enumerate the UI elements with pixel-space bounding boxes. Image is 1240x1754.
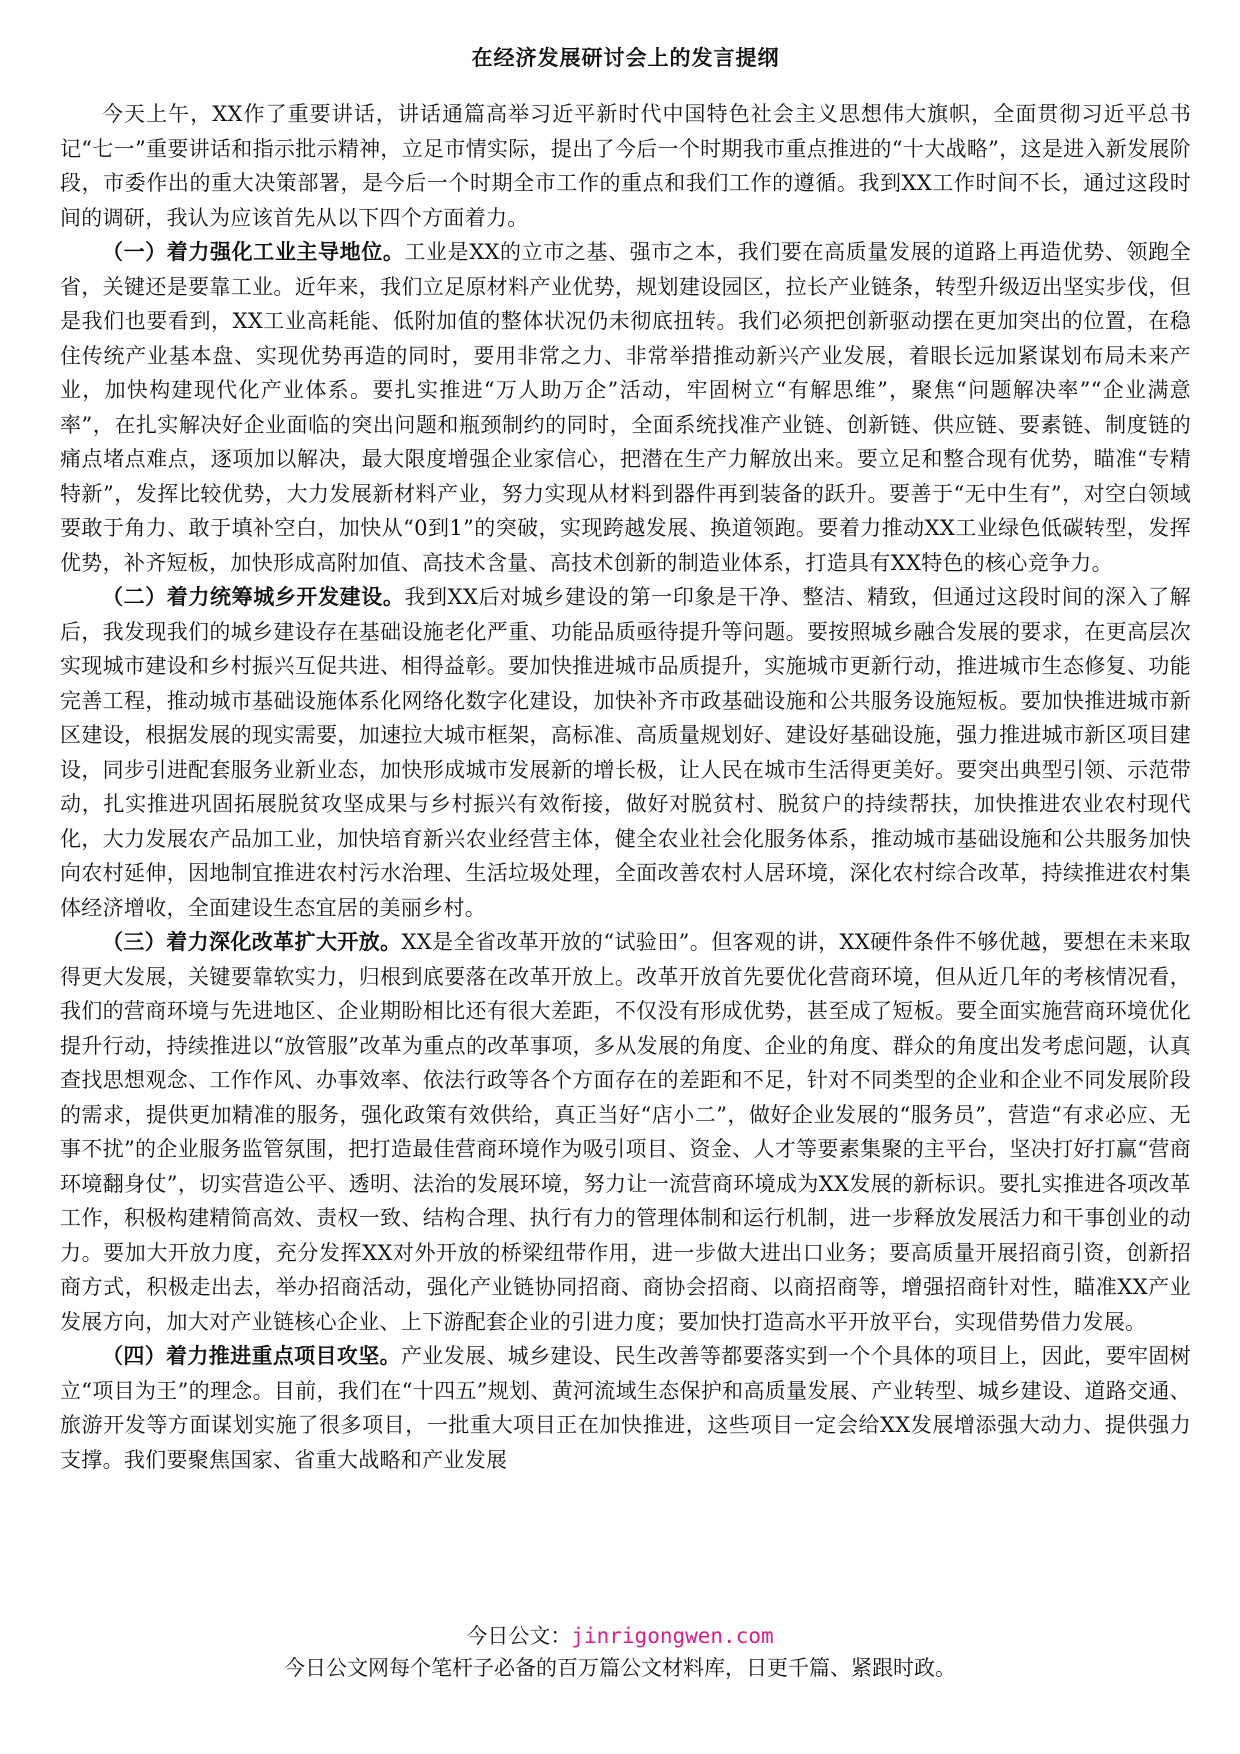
section-1-paragraph — [60, 235, 1191, 580]
footer-label: 今日公文： — [466, 1624, 572, 1648]
section-2-text: 我到XX后对城乡建设的第一印象是干净、整洁、精致，但通过这段时间的深入了解后，我发现我们的城乡建设存在基础设施老化严重、功能品质亟待提升等问题。要按照城乡融合发展的要求，在更高层次实现城市建设和乡村振兴互促共进、相得益彰。要加快推进城市品质提升，实施城市更新行动，推进城市生态修复、功能完善工程，推动城市基础设施体系化网络化数字化建设，加快补齐市政基础设施和公共服务设施短板。要加快推进城市新区建设，根据发展的现实需要，加速拉大城市框架，高标准、高质量规划好、建设好基础设施，强力推进城市新区项目建设，同步引进配套服务业新业态，加快形成城市发展新的增长极，让人民在城市生活得更美好。要突出典型引领、示范带动，扎实推进巩固拓展脱贫攻坚成果与乡村振兴有效衔接，做好对脱贫村、脱贫户的持续帮扶，加快推进农业农村现代化，大力发展农产品加工业，加快培育新兴农业经营主体，健全农业社会化服务体系，推动城市基础设施和公共服务加快向农村延伸，因地制宜推进农村污水治理、生活垃圾处理，全面改善农村人居环境，深化农村综合改革，持续推进农村集体经济增收，全面建设生态宜居的美丽乡村。 — [60, 585, 1192, 920]
section-1-heading: （一）着力强化工业主导地位。 — [102, 239, 405, 265]
document-title: 在经济发展研讨会上的发言提纲 — [471, 45, 780, 70]
section-1-text: 工业是XX的立市之基、强市之本，我们要在高质量发展的道路上再造优势、领跑全省，关键还是要靠工业。近年来，我们立足原材料产业优势，规划建设园区，拉长产业链条，转型升级迈出坚实步伐，但是我们也要看到，XX工业高耗能、低附加值的整体状况仍未彻底扭转。我们必须把创新驱动摆在更加突出的位置，在稳住传统产业基本盘、实现优势再造的同时，要用非常之力、非常举措推动新兴产业发展，着眼长远加紧谋划布局未来产业，加快构建现代化产业体系。要扎实推进“万人助万企”活动，牢固树立“有解思维”，聚焦“问题解决率”“企业满意率”，在扎实解决好企业面临的突出问题和瓶颈制约的同时，全面系统找准产业链、创新链、供应链、要素链、制度链的痛点堵点难点，逐项加以解决，最大限度增强企业家信心，把潜在生产力解放出来。要立足和整合现有优势，瞄准“专精特新”，发挥比较优势，大力发展新材料产业，努力实现从材料到器件再到装备的跃升。要善于“无中生有”，对空白领域要敢于角力、敢于填补空白，加快从“0到1”的突破，实现跨越发展、换道领跑。要着力推动XX工业绿色低碳转型，发挥优势，补齐短板，加快形成高附加值、高技术含量、高技术创新的制造业体系，打造具有XX特色的核心竞争力。 — [60, 240, 1192, 575]
footer-slogan: 今日公文网每个笔杆子必备的百万篇公文材料库，日更千篇、紧跟时政。 — [284, 1656, 956, 1680]
section-4-text: 产业发展、城乡建设、民生改善等都要落实到一个个具体的项目上，因此，要牢固树立“项目为王”的理念。目前，我们在“十四五”规划、黄河流域生态保护和高质量发展、产业转型、城乡建设、道路交通、旅游开发等方面谋划实施了很多项目，一批重大项目正在加快推进，这些项目一定会给XX发展增添强大动力、提供强力支撑。我们要聚焦国家、省重大战略和产业发展 — [60, 1344, 1191, 1472]
footer-site-link[interactable]: jinrigongwen.com — [571, 1624, 774, 1648]
section-3-text: XX是全省改革开放的“试验田”。但客观的讲，XX硬件条件不够优越，要想在未来取得更大发展，关键要靠软实力，归根到底要落在改革开放上。改革开放首先要优化营商环境，但从近几年的考核情况看，我们的营商环境与先进地区、企业期盼相比还有很大差距，不仅没有形成优势，甚至成了短板。要全面实施营商环境优化提升行动，持续推进以“放管服”改革为重点的改革事项，多从发展的角度、企业的角度、群众的角度出发考虑问题，认真查找思想观念、工作作风、办事效率、依法行政等各个方面存在的差距和不足，针对不同类型的企业和企业不同发展阶段的需求，提供更加精准的服务，强化政策有效供给，真正当好“店小二”，做好企业发展的“服务员”，营造“有求必应、无事不扰”的企业服务监管氛围，把打造最佳营商环境作为吸引项目、资金、人才等要素集聚的主平台，坚决打好打赢“营商环境翻身仗”，切实营造公平、透明、法治的发展环境，努力让一流营商环境成为XX发展的新标识。要扎实推进各项改革工作，积极构建精简高效、责权一致、结构合理、执行有力的管理体制和运行机制，进一步释放发展活力和干事创业的动力。要加大开放力度，充分发挥XX对外开放的桥梁纽带作用，进一步做大进出口业务；要高质量开展招商引资，创新招商方式，积极走出去，举办招商活动，强化产业链协同招商、商协会招商、以商招商等，增强招商针对性，瞄准XX产业发展方向，加大对产业链核心企业、上下游配套企业的引进力度；要加快打造高水平开放平台，实现借势借力发展。 — [60, 930, 1191, 1334]
footer — [0, 1620, 1240, 1684]
footer-source-line — [0, 1620, 1240, 1652]
intro-paragraph: 今天上午，XX作了重要讲话，讲话通篇高举习近平新时代中国特色社会主义思想伟大旗帜，全面贯彻习近平总书记“七一”重要讲话和指示批示精神，立足市情实际，提出了今后一个时期我市重点推进的“十大战略”，这是进入新发展阶段，市委作出的重大决策部署，是今后一个时期全市工作的重点和我们工作的遵循。我到XX工作时间不长，通过这段时间的调研，我认为应该首先从以下四个方面着力。 — [60, 102, 1191, 230]
section-3-paragraph — [60, 925, 1191, 1339]
section-4-paragraph — [60, 1339, 1191, 1477]
section-3-heading: （三）着力深化改革扩大开放。 — [102, 929, 402, 955]
section-2-paragraph — [60, 580, 1191, 925]
section-2-heading: （二）着力统筹城乡开发建设。 — [102, 584, 405, 610]
section-4-heading: （四）着力推进重点项目攻坚。 — [102, 1343, 401, 1369]
